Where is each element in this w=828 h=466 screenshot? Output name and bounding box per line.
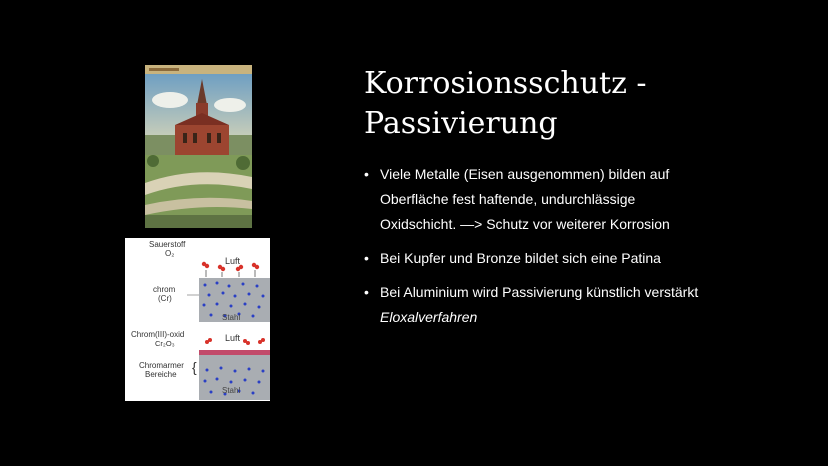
bullet-dot: • bbox=[364, 166, 369, 182]
oxygen-formula: O₂ bbox=[165, 249, 175, 258]
chromium-symbol: (Cr) bbox=[158, 294, 172, 303]
steel-label-bottom: Stahl bbox=[222, 386, 241, 395]
chromium-oxide-formula: Cr₂O₃ bbox=[155, 339, 175, 348]
passivation-diagram-svg bbox=[125, 238, 270, 401]
oxygen-label: Sauerstoff bbox=[149, 240, 186, 249]
bullet-text: Bei Aluminium wird Passivierung künstlich verstärkt bbox=[380, 284, 699, 300]
air-label-top: Luft bbox=[225, 256, 241, 266]
passivation-diagram bbox=[125, 238, 270, 401]
church-illustration bbox=[145, 65, 252, 228]
bullet-dot: • bbox=[364, 250, 369, 266]
oxide-layer bbox=[199, 350, 270, 355]
church-postcard-image bbox=[145, 65, 252, 228]
bullet-dot: • bbox=[364, 284, 369, 300]
air-label-bottom: Luft bbox=[225, 333, 241, 343]
slide-title bbox=[364, 64, 804, 144]
steel-label-top: Stahl bbox=[222, 313, 241, 322]
bullet-item-metals bbox=[364, 162, 804, 237]
slide-title-line1: Korrosionsschutz - bbox=[364, 66, 647, 101]
slide-title-line2: Passivierung bbox=[364, 106, 558, 141]
bullet-text: Oxidschicht. —> Schutz vor weiterer Korrosion bbox=[380, 216, 670, 232]
bullet-item-copper bbox=[364, 246, 804, 271]
bullet-text: Bei Kupfer und Bronze bildet sich eine Patina bbox=[380, 250, 661, 266]
chromium-oxide-label: Chrom(III)-oxid bbox=[131, 330, 185, 339]
chromium-label: chrom bbox=[153, 285, 176, 294]
depleted-label-line1: Chromarmer bbox=[139, 361, 184, 370]
bullet-list bbox=[364, 162, 804, 339]
brace-glyph: { bbox=[192, 359, 197, 375]
bullet-subtext-eloxal: Eloxalverfahren bbox=[380, 309, 478, 325]
bullet-item-aluminium bbox=[364, 280, 804, 330]
bullet-text: Oberfläche fest haftende, undurchlässige bbox=[380, 191, 636, 207]
bullet-text: Viele Metalle (Eisen ausgenommen) bilden auf bbox=[380, 166, 670, 182]
depleted-label-line2: Bereiche bbox=[145, 370, 177, 379]
